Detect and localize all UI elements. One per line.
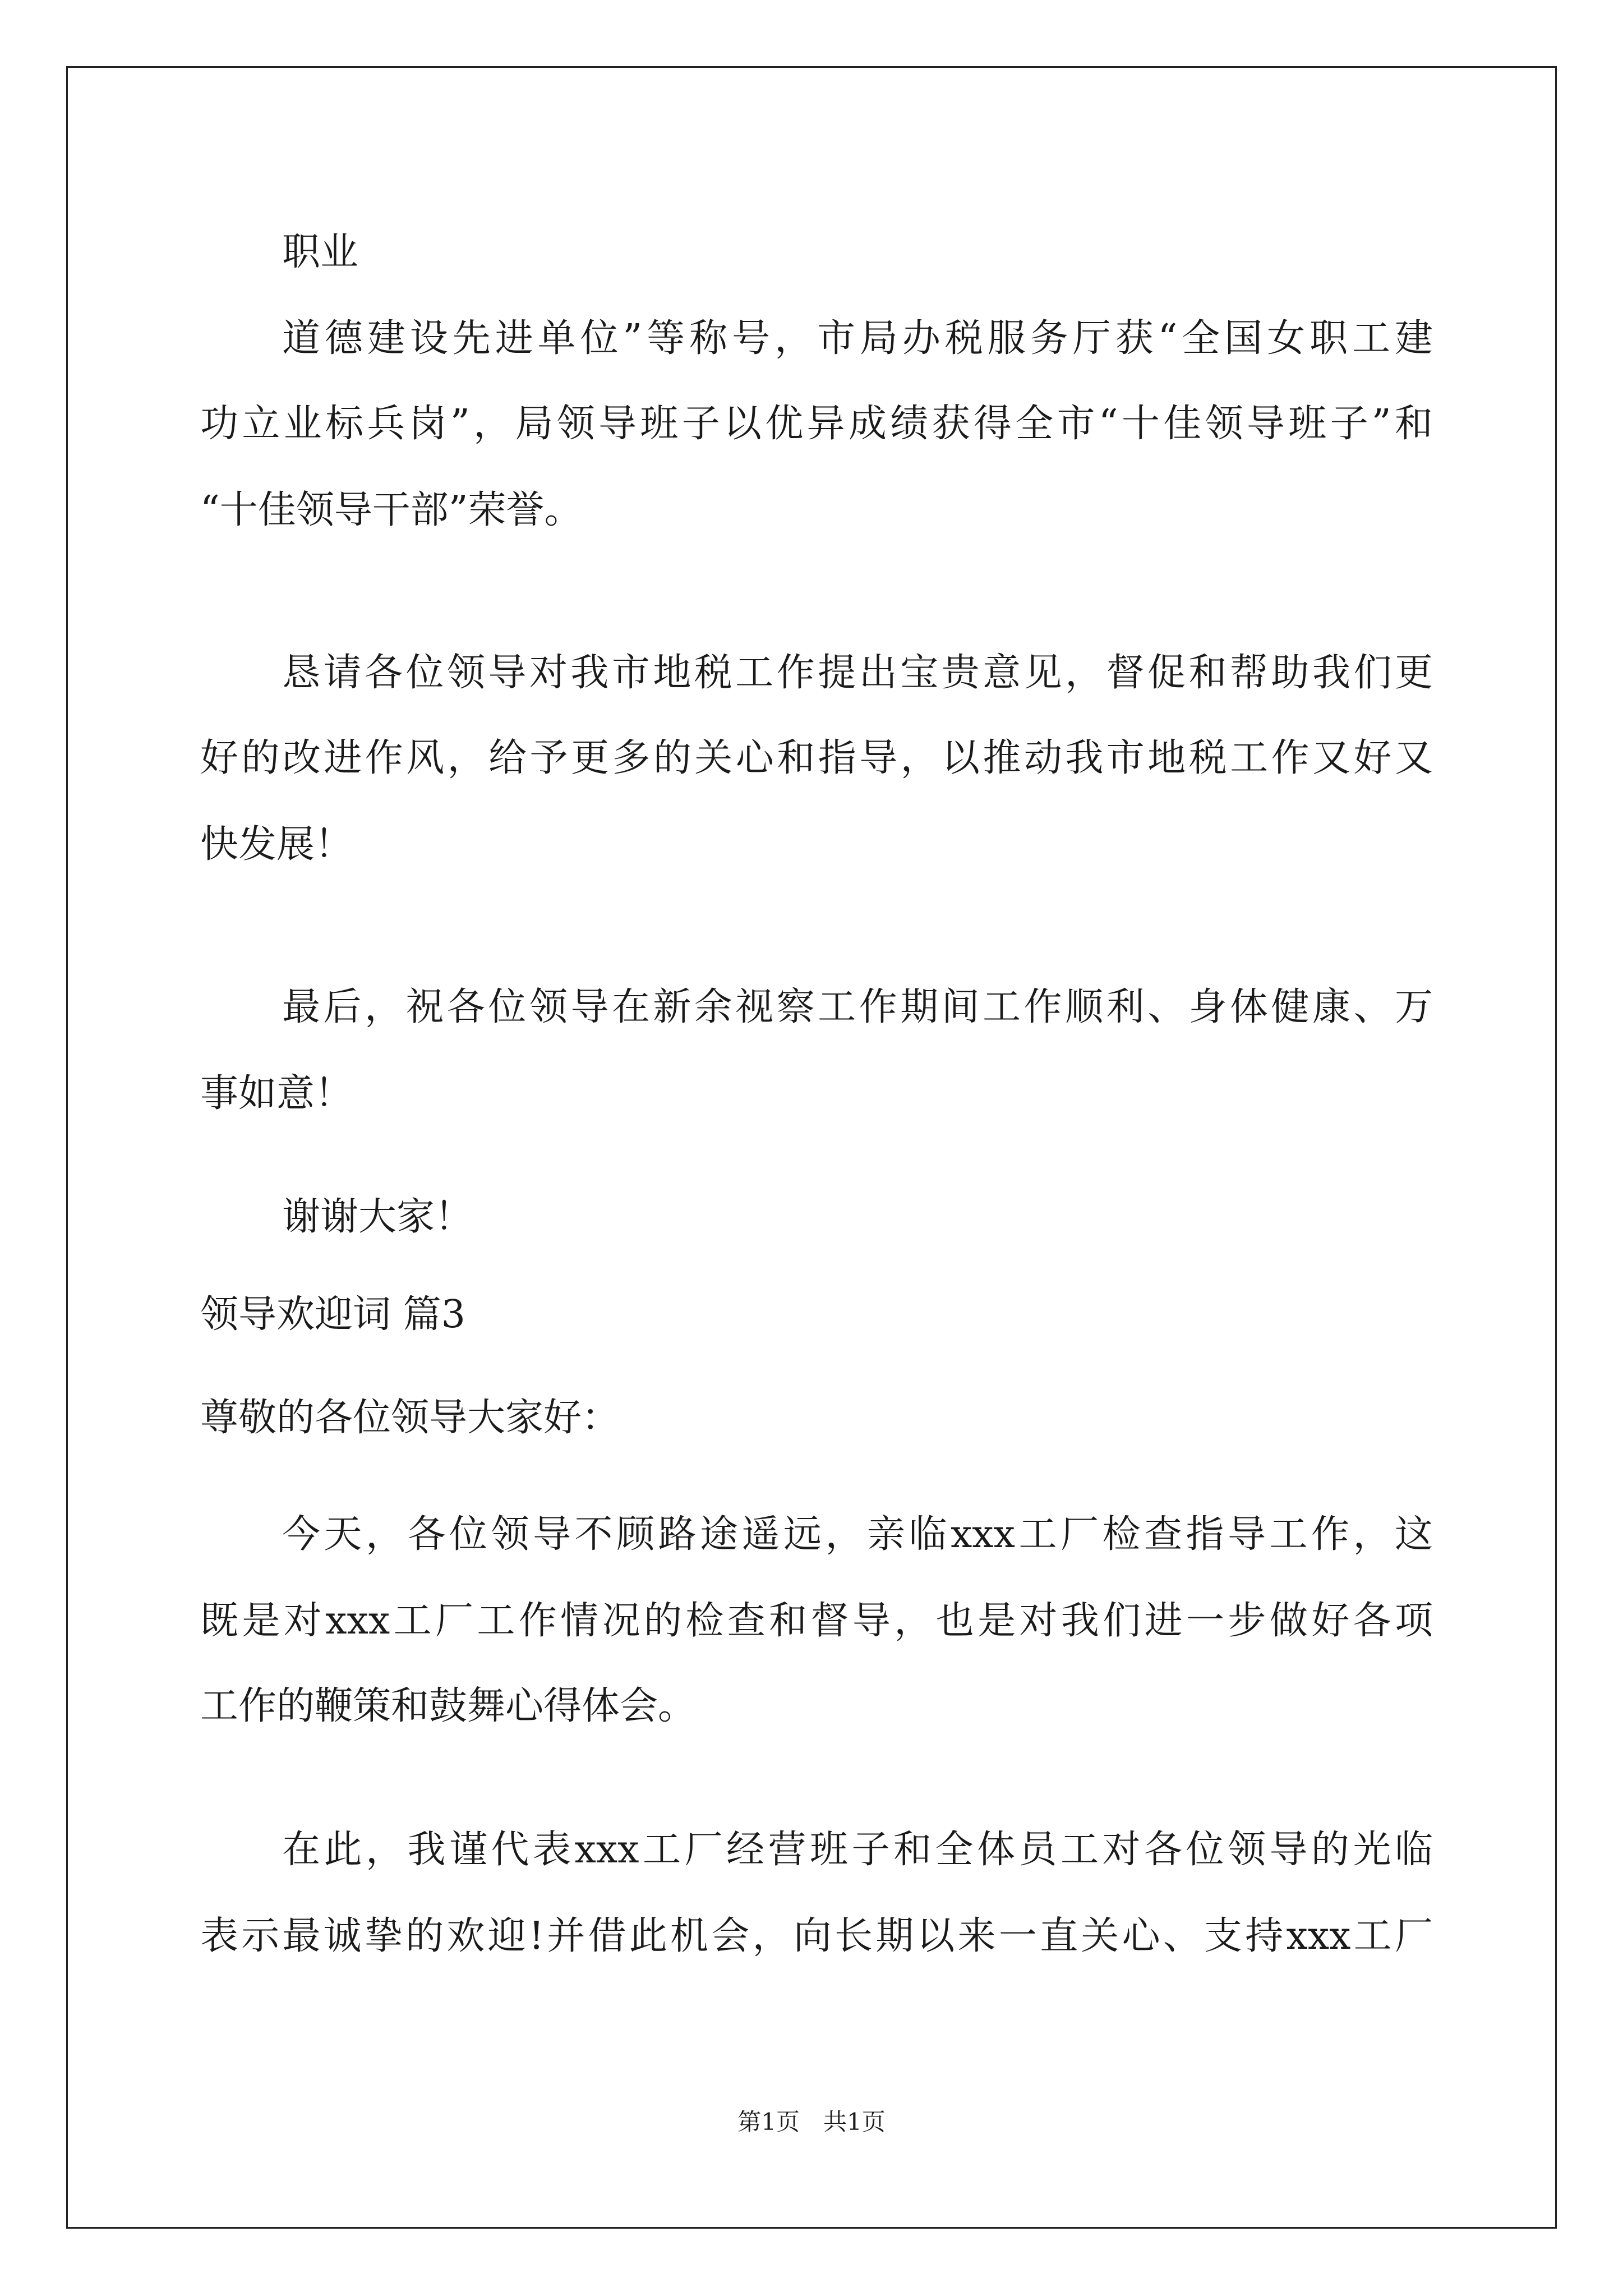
text-line: 今天，各位领导不顾路途遥远，亲临xxx工厂检查指导工作，这 <box>282 1512 1433 1557</box>
text-line: 功立业标兵岗”，局领导班子以优异成绩获得全市“十佳领导班子”和 <box>200 402 1433 446</box>
text-line: 快发展！ <box>200 822 353 867</box>
text-line: 最后，祝各位领导在新余视察工作期间工作顺利、身体健康、万 <box>282 985 1433 1029</box>
text-line: 表示最诚挚的欢迎!并借此机会，向长期以来一直关心、支持xxx工厂 <box>200 1914 1433 1958</box>
text-line: 工作的鞭策和鼓舞心得体会。 <box>200 1684 697 1728</box>
text-line: 谢谢大家！ <box>282 1195 473 1239</box>
salutation: 尊敬的各位领导大家好： <box>200 1396 620 1440</box>
text-line: 在此，我谨代表xxx工厂经营班子和全体员工对各位领导的光临 <box>282 1828 1433 1872</box>
text-line: 既是对xxx工厂工作情况的检查和督导，也是对我们进一步做好各项 <box>200 1599 1433 1643</box>
section-heading: 领导欢迎词 篇3 <box>200 1292 465 1337</box>
text-line: “十佳领导干部”荣誉。 <box>200 488 583 532</box>
text-line: 恳请各位领导对我市地税工作提出宝贵意见，督促和帮助我们更 <box>282 651 1433 695</box>
page-border <box>66 66 1557 2229</box>
text-line: 职业 <box>282 230 359 274</box>
page-number: 第1页 共1页 <box>737 2108 886 2136</box>
text-line: 好的改进作风，给予更多的关心和指导，以推动我市地税工作又好又 <box>200 736 1433 780</box>
text-line: 事如意！ <box>200 1071 353 1116</box>
text-line: 道德建设先进单位”等称号，市局办税服务厅获“全国女职工建 <box>282 316 1433 361</box>
